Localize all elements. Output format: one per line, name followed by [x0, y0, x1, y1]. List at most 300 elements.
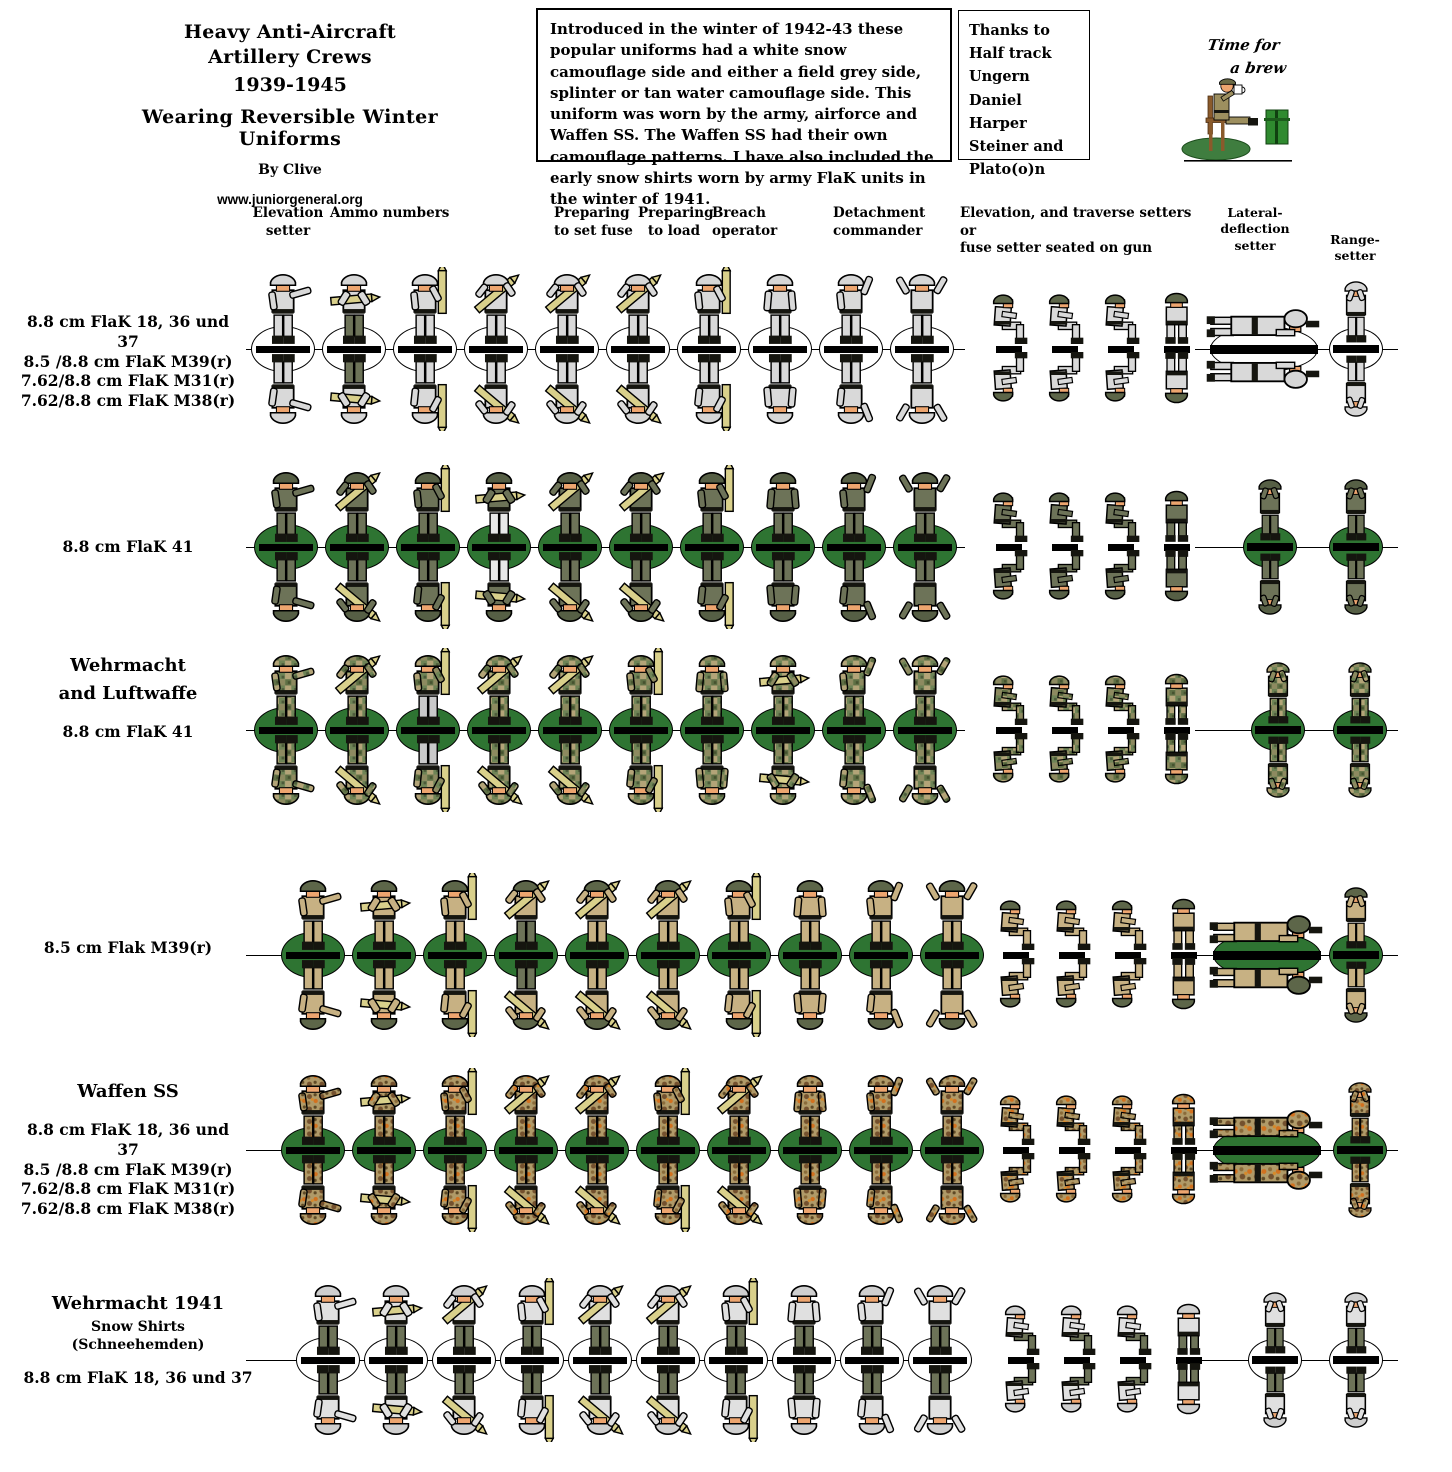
seated-setter-unit	[990, 885, 1042, 1025]
crew-figure-unit-detachment-commander	[839, 1270, 905, 1450]
lateral-deflection-setter-unit	[1248, 640, 1308, 820]
soldier-figure-reflection	[296, 1360, 360, 1442]
binocular-soldier-figure	[1247, 1284, 1303, 1360]
soldier-figure-reflection	[396, 730, 460, 812]
crew-figure-unit-ammo-number	[324, 640, 390, 820]
seated-soldier-figure	[1040, 672, 1090, 726]
crew-figure-unit-ammo-number	[466, 640, 532, 820]
column-header: Lateral-deflection setter	[1220, 205, 1290, 253]
column-header: Detachment commander	[833, 205, 926, 239]
seated-setter-unit	[1151, 477, 1203, 617]
row-title: Wehrmacht and Luftwaffe	[58, 655, 198, 704]
seated-setter-unit	[1046, 1080, 1098, 1220]
brew-caption-line1: Time for	[1206, 36, 1281, 54]
crew-figure-unit-preparing-to-load	[706, 865, 772, 1045]
thanks-line: Plato(o)n	[969, 161, 1046, 179]
seated-soldier-figure	[991, 1092, 1041, 1146]
crew-figure-unit-elevation-setter	[253, 457, 319, 637]
seated-soldier-reflection	[1103, 957, 1153, 1011]
soldier-figure	[325, 465, 389, 547]
soldier-figure	[423, 1068, 487, 1150]
soldier-figure-reflection	[680, 730, 744, 812]
seated-setter-unit	[1158, 1080, 1210, 1220]
soldier-figure-reflection	[322, 349, 386, 431]
soldier-figure-reflection	[500, 1360, 564, 1442]
soldier-figure	[432, 1278, 496, 1360]
seated-setter-unit	[983, 477, 1035, 617]
seated-setter-unit	[983, 279, 1035, 419]
seated-soldier-drinking-tea-icon	[1178, 60, 1298, 164]
soldier-figure	[464, 267, 528, 349]
soldier-figure-reflection	[423, 955, 487, 1037]
soldier-figure	[538, 648, 602, 730]
soldier-figure	[707, 873, 771, 955]
column-header: Breach operator	[712, 205, 778, 239]
soldier-figure	[704, 1278, 768, 1360]
crew-figure-unit-elevation-setter	[253, 640, 319, 820]
crew-figure-unit-elevation-setter	[250, 259, 316, 439]
crew-figure-unit-preparing-to-load	[676, 259, 742, 439]
soldier-figure	[606, 267, 670, 349]
seated-soldier-figure	[1040, 291, 1090, 345]
seated-soldier-reflection	[1152, 351, 1202, 405]
soldier-figure-reflection	[396, 547, 460, 629]
soldier-figure-reflection	[636, 1360, 700, 1442]
crew-figure-unit-detachment-commander	[821, 640, 887, 820]
crew-figure-unit-elevation-setter	[280, 1060, 346, 1240]
sheet-title-subtitle: Wearing Reversible Winter Uniforms	[141, 106, 439, 151]
seated-soldier-reflection	[1159, 1152, 1209, 1206]
soldier-figure	[609, 465, 673, 547]
soldier-figure-reflection	[849, 1150, 913, 1232]
soldier-figure-reflection	[423, 1150, 487, 1232]
column-header: Range-setter	[1330, 232, 1380, 264]
thanks-line: Half track	[969, 45, 1052, 63]
seated-soldier-reflection	[1108, 1362, 1158, 1416]
soldier-figure-reflection	[535, 349, 599, 431]
row-label-waffen-ss-pea-camo	[18, 1078, 238, 1219]
soldier-figure	[352, 1068, 416, 1150]
binocular-soldier-reflection	[1332, 730, 1388, 806]
binocular-soldier-reflection	[1328, 349, 1384, 425]
soldier-figure	[396, 648, 460, 730]
soldier-figure	[908, 1278, 972, 1360]
crew-figure-unit-preparing-to-set-fuse	[635, 1060, 701, 1240]
crew-figure-unit-detachment-commander	[848, 1060, 914, 1240]
soldier-figure	[500, 1278, 564, 1360]
seated-soldier-figure	[1159, 1092, 1209, 1146]
column-header: Preparing to load	[638, 205, 714, 239]
prone-soldier-figure	[1206, 304, 1322, 349]
soldier-figure	[467, 465, 531, 547]
soldier-figure-reflection	[707, 1150, 771, 1232]
binocular-soldier-figure	[1250, 654, 1306, 730]
soldier-figure-reflection	[822, 547, 886, 629]
sheet-byline: By Clive	[258, 162, 322, 179]
soldier-figure	[568, 1278, 632, 1360]
soldier-figure	[849, 1068, 913, 1150]
crew-figure-unit-ammo-number	[395, 457, 461, 637]
row-weapon-list: 8.8 cm FlaK 41	[62, 537, 194, 556]
seated-soldier-reflection	[1040, 549, 1090, 603]
column-header: Elevation setter	[252, 205, 324, 239]
binocular-soldier-figure	[1328, 273, 1384, 349]
crew-figure-unit-detachment-commander	[818, 259, 884, 439]
crew-figure-unit-ammo-number	[466, 457, 532, 637]
soldier-figure-reflection	[467, 730, 531, 812]
row-subtitle: Snow Shirts (Schneehemden)	[71, 1318, 205, 1354]
soldier-figure-reflection	[707, 955, 771, 1037]
soldier-figure	[680, 465, 744, 547]
soldier-figure-reflection	[680, 547, 744, 629]
soldier-figure-reflection	[819, 349, 883, 431]
crew-figure-unit-preparing-to-load	[679, 640, 745, 820]
binocular-soldier-reflection	[1328, 955, 1384, 1031]
soldier-figure	[636, 1068, 700, 1150]
soldier-figure	[565, 873, 629, 955]
seated-soldier-reflection	[1164, 1362, 1214, 1416]
soldier-figure	[396, 465, 460, 547]
soldier-figure-reflection	[254, 547, 318, 629]
soldier-figure-reflection	[636, 1150, 700, 1232]
soldier-figure	[494, 873, 558, 955]
lateral-deflection-setter-unit	[1240, 457, 1300, 637]
prone-soldier-figure	[1209, 1105, 1325, 1150]
seated-soldier-figure	[1152, 291, 1202, 345]
soldier-figure-reflection	[748, 349, 812, 431]
crew-figure-unit-preparing-to-set-fuse	[635, 865, 701, 1045]
row-weapon-list: 8.5 cm Flak M39(r)	[43, 938, 213, 957]
lateral-deflection-setter-unit	[1245, 1270, 1305, 1450]
seated-setter-unit	[983, 660, 1035, 800]
seated-soldier-reflection	[1152, 732, 1202, 786]
soldier-figure-reflection	[568, 1360, 632, 1442]
prone-soldier-figure	[1209, 910, 1325, 955]
binocular-soldier-reflection	[1250, 730, 1306, 806]
seated-soldier-reflection	[991, 1152, 1041, 1206]
crew-figure-unit-ammo-number	[567, 1270, 633, 1450]
soldier-figure-reflection	[636, 955, 700, 1037]
crew-figure-unit-ammo-number	[351, 1060, 417, 1240]
crew-figure-unit-preparing-to-set-fuse	[635, 1270, 701, 1450]
soldier-figure-reflection	[778, 1150, 842, 1232]
seated-soldier-reflection	[1040, 351, 1090, 405]
crew-figure-unit-preparing-to-load	[703, 1270, 769, 1450]
seated-setter-unit	[1095, 660, 1147, 800]
seated-setter-unit	[1095, 279, 1147, 419]
seated-soldier-reflection	[1103, 1152, 1153, 1206]
seated-soldier-figure	[1096, 489, 1146, 543]
binocular-soldier-figure	[1332, 1074, 1388, 1150]
seated-soldier-figure	[1103, 897, 1153, 951]
soldier-figure	[281, 1068, 345, 1150]
soldier-figure	[352, 873, 416, 955]
soldier-figure-reflection	[751, 547, 815, 629]
crew-figure-unit-ammo-number	[431, 1270, 497, 1450]
soldier-figure-reflection	[352, 955, 416, 1037]
soldier-figure	[254, 648, 318, 730]
crew-figure-unit-ammo-number	[422, 865, 488, 1045]
seated-soldier-reflection	[984, 732, 1034, 786]
soldier-figure-reflection	[325, 547, 389, 629]
soldier-figure-reflection	[494, 955, 558, 1037]
brew-caption-line2: a brew	[1229, 58, 1288, 77]
column-header: Elevation, and traverse setters or fuse setter seated on gun	[960, 205, 1192, 257]
crew-figure-unit-detachment-commander	[821, 457, 887, 637]
seated-soldier-figure	[1040, 489, 1090, 543]
crew-figure-unit-ammo-number	[493, 1060, 559, 1240]
soldier-figure	[494, 1068, 558, 1150]
seated-setter-unit	[1039, 477, 1091, 617]
crew-figure-unit-preparing-to-set-fuse	[608, 457, 674, 637]
seated-soldier-reflection	[1047, 957, 1097, 1011]
binocular-soldier-figure	[1328, 1284, 1384, 1360]
soldier-figure-reflection	[538, 730, 602, 812]
seated-soldier-reflection	[984, 351, 1034, 405]
soldier-figure	[893, 648, 957, 730]
seated-soldier-figure	[1152, 672, 1202, 726]
crew-figure-unit-ammo-number	[564, 1060, 630, 1240]
soldier-figure	[840, 1278, 904, 1360]
crew-figure-unit-detachment-commander	[919, 865, 985, 1045]
seated-soldier-figure	[991, 897, 1041, 951]
soldier-figure-reflection	[849, 955, 913, 1037]
soldier-figure	[822, 465, 886, 547]
soldier-figure	[254, 465, 318, 547]
soldier-figure	[325, 648, 389, 730]
soldier-figure-reflection	[908, 1360, 972, 1442]
thanks-line: Daniel Harper	[969, 91, 1027, 132]
seated-setter-unit	[1102, 1080, 1154, 1220]
binocular-soldier-reflection	[1247, 1360, 1303, 1436]
soldier-figure-reflection	[704, 1360, 768, 1442]
crew-figure-unit-ammo-number	[321, 259, 387, 439]
seated-soldier-reflection	[984, 549, 1034, 603]
soldier-figure-reflection	[464, 349, 528, 431]
sheet-title-line1: Heavy Anti-Aircraft	[184, 21, 396, 43]
seated-soldier-figure	[1159, 897, 1209, 951]
soldier-figure	[920, 873, 984, 955]
soldier-figure-reflection	[364, 1360, 428, 1442]
soldier-figure-reflection	[920, 1150, 984, 1232]
lateral-deflection-setter-unit	[1202, 305, 1326, 393]
soldier-figure	[609, 648, 673, 730]
range-setter-unit	[1326, 259, 1386, 439]
soldier-figure-reflection	[281, 955, 345, 1037]
sheet-title-line2: Artillery Crews	[208, 46, 372, 69]
soldier-figure-reflection	[565, 1150, 629, 1232]
soldier-figure-reflection	[609, 547, 673, 629]
soldier-figure-reflection	[920, 955, 984, 1037]
soldier-figure-reflection	[325, 730, 389, 812]
soldier-figure-reflection	[467, 547, 531, 629]
seated-soldier-figure	[1052, 1302, 1102, 1356]
soldier-figure-reflection	[254, 730, 318, 812]
crew-figure-unit-ammo-number	[422, 1060, 488, 1240]
seated-soldier-figure	[984, 291, 1034, 345]
seated-soldier-figure	[1152, 489, 1202, 543]
binocular-soldier-reflection	[1332, 1150, 1388, 1226]
crew-figure-unit-ammo-number	[392, 259, 458, 439]
time-for-a-brew-vignette	[1178, 26, 1308, 146]
row-label-wehrmacht-1941-snow-shirts	[18, 1290, 258, 1388]
range-setter-unit	[1330, 1060, 1390, 1240]
crew-figure-unit-breach-operator	[747, 259, 813, 439]
seated-soldier-reflection	[1096, 351, 1146, 405]
crew-figure-unit-preparing-to-set-fuse	[605, 259, 671, 439]
soldier-figure	[893, 465, 957, 547]
soldier-figure-reflection	[822, 730, 886, 812]
soldier-figure-reflection	[893, 730, 957, 812]
seated-setter-unit	[1051, 1290, 1103, 1430]
soldier-figure	[677, 267, 741, 349]
soldier-figure	[751, 648, 815, 730]
website-url: www.juniorgeneral.org	[217, 192, 363, 208]
column-header: Ammo numbers	[330, 205, 450, 221]
crew-figure-unit-ammo-number	[395, 640, 461, 820]
intro-text: Introduced in the winter of 1942-43 these popular uniforms had a white snow camouflage side and either a field grey side, splinter or tan water camouflage side. This uniform was worn by the army, airforce and Waffen SS. The Waffen SS had their own camouflage patterns. I have also included the early snow shirts worn by army FlaK units in the winter of 1941.	[550, 20, 934, 209]
row-weapon-list: 8.8 cm FlaK 18, 36 und 37 8.5 /8.8 cm FlaK M39(r) 7.62/8.8 cm FlaK M31(r) 7.62/8.8 cm FlaK M38(r)	[20, 1119, 236, 1219]
crew-figure-unit-detachment-commander	[848, 865, 914, 1045]
seated-soldier-figure	[1103, 1092, 1153, 1146]
soldier-figure-reflection	[538, 547, 602, 629]
soldier-figure	[890, 267, 954, 349]
seated-setter-unit	[1158, 885, 1210, 1025]
seated-soldier-reflection	[1152, 549, 1202, 603]
crew-figure-unit-ammo-number	[564, 865, 630, 1045]
thanks-box	[958, 10, 1090, 179]
seated-soldier-reflection	[1096, 549, 1146, 603]
seated-soldier-figure	[1096, 672, 1146, 726]
crew-figure-unit-ammo-number	[534, 259, 600, 439]
soldier-figure	[778, 873, 842, 955]
soldier-figure	[467, 648, 531, 730]
seated-setter-unit	[1107, 1290, 1159, 1430]
binocular-soldier-reflection	[1328, 547, 1384, 623]
range-setter-unit	[1326, 1270, 1386, 1450]
crew-figure-unit-breach-operator	[750, 640, 816, 820]
crew-figure-unit-breach-operator	[750, 457, 816, 637]
binocular-soldier-figure	[1328, 471, 1384, 547]
crew-figure-unit-detachment-commander	[919, 1060, 985, 1240]
crew-figure-unit-preparing-to-set-fuse	[608, 640, 674, 820]
soldier-figure	[680, 648, 744, 730]
binocular-soldier-figure	[1332, 654, 1388, 730]
soldier-figure	[822, 648, 886, 730]
seated-setter-unit	[1039, 660, 1091, 800]
column-header: Preparing to set fuse	[554, 205, 633, 239]
crew-figure-unit-detachment-commander	[907, 1270, 973, 1450]
lateral-deflection-setter-unit	[1205, 911, 1329, 999]
thanks-line: Thanks to	[969, 22, 1050, 39]
seated-soldier-reflection	[996, 1362, 1046, 1416]
seated-soldier-figure	[984, 672, 1034, 726]
soldier-figure	[393, 267, 457, 349]
soldier-figure-reflection	[772, 1360, 836, 1442]
crew-figure-unit-detachment-commander	[892, 640, 958, 820]
row-title: Wehrmacht 1941	[51, 1293, 225, 1314]
soldier-figure-reflection	[778, 955, 842, 1037]
sheet-title-block	[112, 20, 468, 207]
seated-soldier-reflection	[1159, 957, 1209, 1011]
crew-figure-unit-ammo-number	[463, 259, 529, 439]
soldier-figure	[819, 267, 883, 349]
range-setter-unit	[1330, 640, 1390, 820]
crew-figure-unit-ammo-number	[493, 865, 559, 1045]
soldier-figure	[364, 1278, 428, 1360]
soldier-figure	[423, 873, 487, 955]
soldier-figure-reflection	[281, 1150, 345, 1232]
crew-figure-unit-preparing-to-load	[679, 457, 745, 637]
seated-setter-unit	[1102, 885, 1154, 1025]
seated-setter-unit	[990, 1080, 1042, 1220]
sheet-title-years: 1939-1945	[233, 74, 347, 97]
soldier-figure	[920, 1068, 984, 1150]
soldier-figure	[565, 1068, 629, 1150]
seated-soldier-reflection	[1047, 1152, 1097, 1206]
binocular-soldier-figure	[1242, 471, 1298, 547]
row-weapon-list: 8.8 cm FlaK 41	[62, 721, 194, 741]
row-label-flak-41-field-grey	[18, 537, 238, 557]
lateral-deflection-setter-unit	[1205, 1106, 1329, 1194]
seated-setter-unit	[1163, 1290, 1215, 1430]
seated-soldier-reflection	[1052, 1362, 1102, 1416]
crew-figure-unit-ammo-number	[363, 1270, 429, 1450]
soldier-figure-reflection	[890, 349, 954, 431]
seated-soldier-figure	[996, 1302, 1046, 1356]
seated-soldier-figure	[1164, 1302, 1214, 1356]
soldier-figure	[251, 267, 315, 349]
row-label-wehrmacht-luftwaffe-flak-41-splinter	[18, 652, 238, 742]
soldier-figure-reflection	[609, 730, 673, 812]
crew-figure-unit-preparing-to-load	[706, 1060, 772, 1240]
soldier-figure	[751, 465, 815, 547]
soldier-figure-reflection	[677, 349, 741, 431]
row-weapon-list: 8.8 cm FlaK 18, 36 und 37 8.5 /8.8 cm FlaK M39(r) 7.62/8.8 cm FlaK M31(r) 7.62/8.8 cm FlaK M38(r)	[20, 312, 236, 411]
soldier-figure	[636, 873, 700, 955]
crew-figure-unit-elevation-setter	[295, 1270, 361, 1450]
crew-figure-unit-detachment-commander	[889, 259, 955, 439]
soldier-figure	[281, 873, 345, 955]
binocular-soldier-reflection	[1242, 547, 1298, 623]
soldier-figure	[778, 1068, 842, 1150]
seated-setter-unit	[1046, 885, 1098, 1025]
row-title: Waffen SS	[77, 1081, 179, 1102]
intro-text-box	[536, 8, 952, 209]
seated-soldier-reflection	[1040, 732, 1090, 786]
row-weapon-list: 8.8 cm FlaK 18, 36 und 37	[23, 1368, 253, 1388]
crew-figure-unit-ammo-number	[351, 865, 417, 1045]
seated-setter-unit	[995, 1290, 1047, 1430]
soldier-figure-reflection	[840, 1360, 904, 1442]
seated-setter-unit	[1039, 279, 1091, 419]
seated-soldier-figure	[1108, 1302, 1158, 1356]
seated-setter-unit	[1095, 477, 1147, 617]
soldier-figure-reflection	[893, 547, 957, 629]
soldier-figure	[296, 1278, 360, 1360]
seated-setter-unit	[1151, 279, 1203, 419]
soldier-figure	[636, 1278, 700, 1360]
crew-figure-unit-ammo-number	[537, 457, 603, 637]
crew-figure-unit-breach-operator	[777, 1060, 843, 1240]
crew-figure-unit-breach-operator	[777, 865, 843, 1045]
crew-figure-unit-ammo-number	[324, 457, 390, 637]
soldier-figure	[535, 267, 599, 349]
prone-soldier-reflection	[1209, 1150, 1325, 1195]
soldier-figure-reflection	[352, 1150, 416, 1232]
soldier-figure-reflection	[432, 1360, 496, 1442]
soldier-figure	[748, 267, 812, 349]
